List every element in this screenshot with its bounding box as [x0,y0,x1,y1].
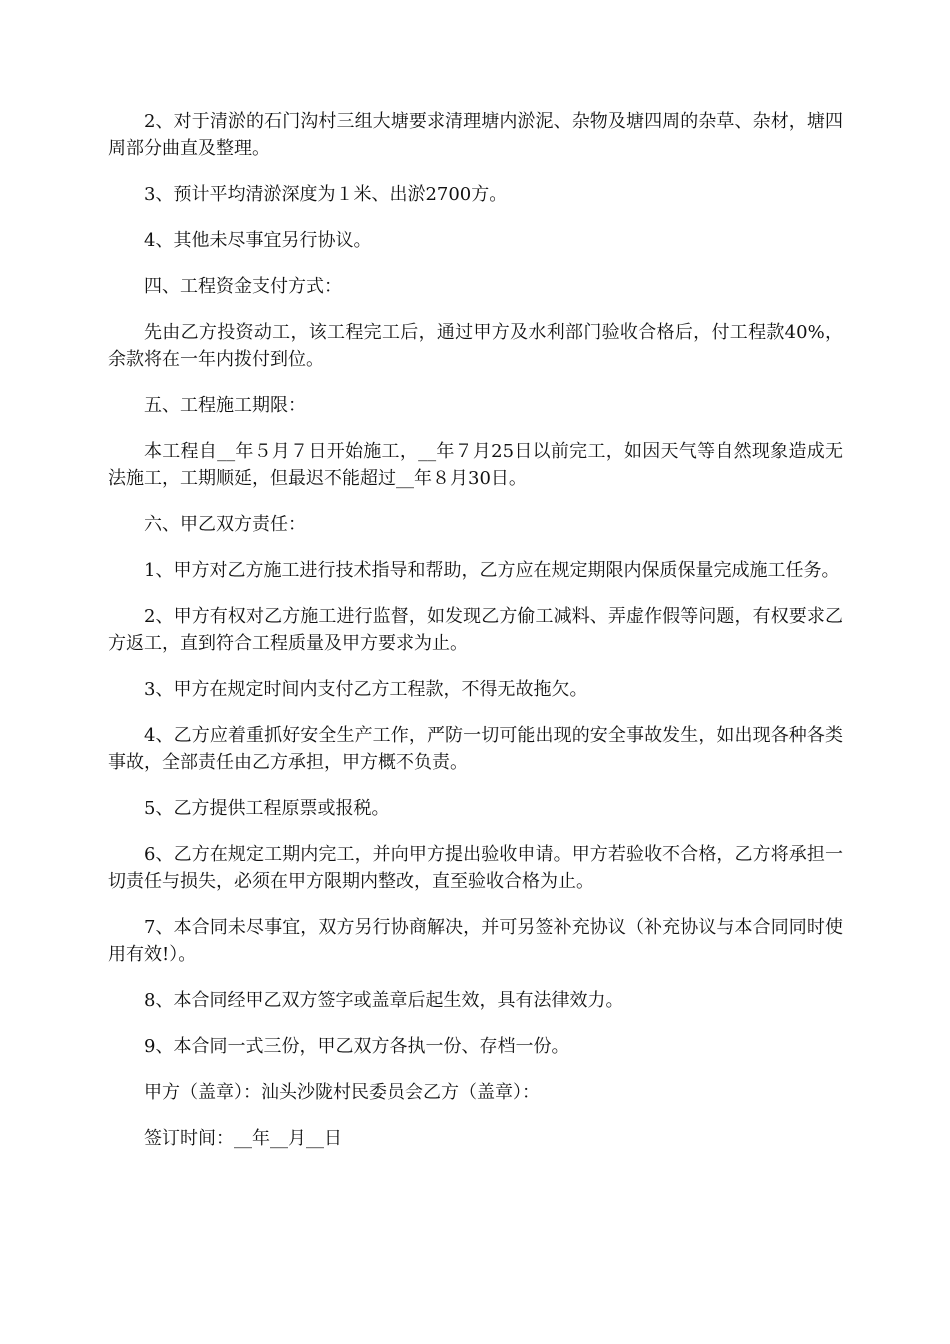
section-6-heading: 六、甲乙双方责任： [144,514,306,535]
construction-period: 本工程自__年５月７日开始施工，__年７月25日以前完工，如因天气等自然现象造成无法施工，工期顺延，但最迟不能超过__年８月30日。 [108,441,843,489]
clause-4-other-matters: 4、其他未尽事宜另行协议。 [144,230,372,251]
signing-date: 签订时间：__年__月__日 [144,1128,342,1149]
duty-7: 7、本合同未尽事宜，双方另行协商解决，并可另签补充协议（补充协议与本合同同时使用有效!）。 [108,917,843,965]
section-5-heading: 五、工程施工期限： [144,395,306,416]
duty-6: 6、乙方在规定工期内完工，并向甲方提出验收申请。甲方若验收不合格，乙方将承担一切责任与损失，必须在甲方限期内整改，直至验收合格为止。 [108,844,843,892]
duty-4: 4、乙方应着重抓好安全生产工作，严防一切可能出现的安全事故发生，如出现各种各类事故，全部责任由乙方承担，甲方概不负责。 [108,725,843,773]
duty-1: 1、甲方对乙方施工进行技术指导和帮助，乙方应在规定期限内保质保量完成施工任务。 [144,560,840,581]
document-body [108,108,843,1171]
duty-2: 2、甲方有权对乙方施工进行监督，如发现乙方偷工减料、弄虚作假等问题，有权要求乙方返工，直到符合工程质量及甲方要求为止。 [108,606,843,654]
section-4-heading: 四、工程资金支付方式： [144,276,342,297]
duty-9: 9、本合同一式三份，甲乙双方各执一份、存档一份。 [144,1036,570,1057]
clause-2-dredging-scope: 2、对于清淤的石门沟村三组大塘要求清理塘内淤泥、杂物及塘四周的杂草、杂材，塘四周部分曲直及整理。 [108,111,843,159]
signature-parties: 甲方（盖章）：汕头沙陇村民委员会乙方（盖章）： [144,1082,540,1103]
duty-8: 8、本合同经甲乙双方签字或盖章后起生效，具有法律效力。 [144,990,624,1011]
clause-3-dredging-depth: 3、预计平均清淤深度为１米、出淤2700方。 [144,184,508,205]
duty-3: 3、甲方在规定时间内支付乙方工程款，不得无故拖欠。 [144,679,588,700]
duty-5: 5、乙方提供工程原票或报税。 [144,798,390,819]
payment-terms: 先由乙方投资动工，该工程完工后，通过甲方及水利部门验收合格后，付工程款40%，余款将在一年内拨付到位。 [108,322,843,370]
